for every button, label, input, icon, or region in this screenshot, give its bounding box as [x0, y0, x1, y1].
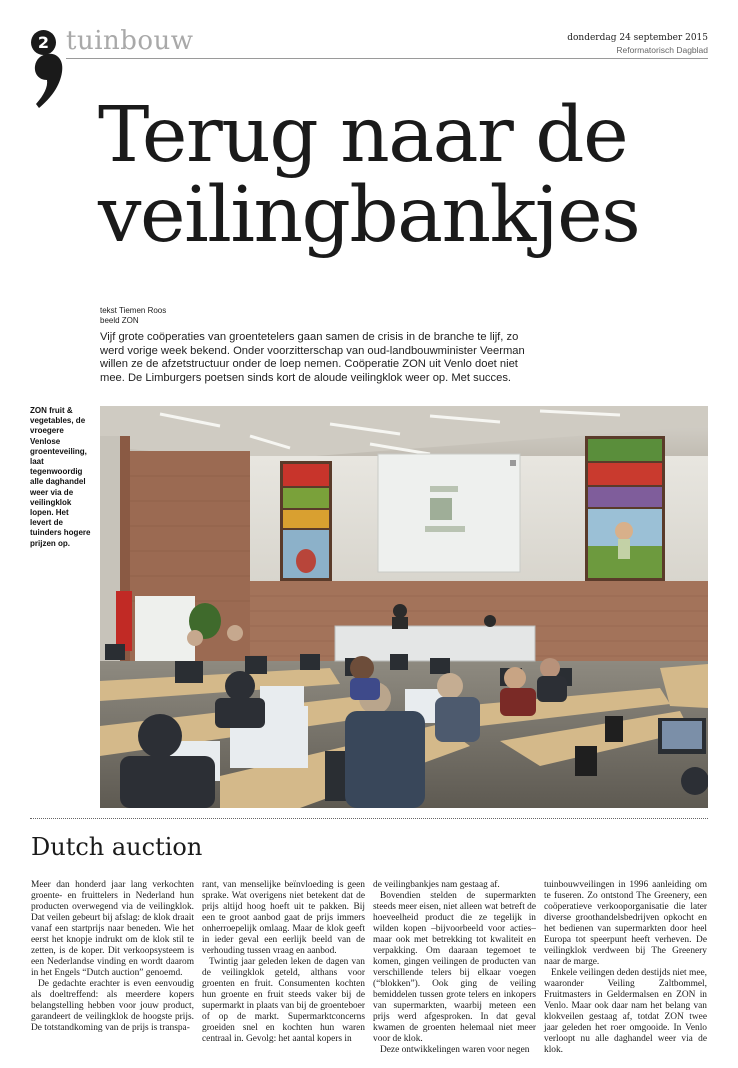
- auction-hall-photo: [100, 406, 708, 808]
- photo-caption: ZON fruit & vegetables, de vroegere Venlose groenteveiling, laat tegenwoordig alle daghandel weer via de veilingklok lopen. Het levert de tuinders hogere prijzen op.: [30, 406, 91, 548]
- section-divider: [30, 818, 708, 819]
- headline-line-2: veilingbankjes: [98, 171, 640, 260]
- paragraph: Enkele veilingen deden destijds niet mee, waaronder Veiling Zaltbommel, Fruitmasters in Geldermalsen en ZON in Venlo. Maar ook daar nam het belang van klokveilen gestaag af, totdat ZON twee jaar geleden het roer omgooide. In Venlo verloopt nu alle daghandel weer via de klok.: [544, 968, 707, 1055]
- paragraph: Meer dan honderd jaar lang verkochten groente- en fruittelers in Nederland hun producten overwegend via de veilingklok. Dat veilen gebeurt bij afslag: de klok draait vanaf een startprijs naar beneden. Wie het eerst het knopje indrukt om de klok stil te zetten, is de koper. Dit verkoopsysteem is een Nederlandse vinding en wordt daarom in het Engels “Dutch auction” genoemd.: [31, 880, 194, 978]
- comma-ornament-icon: [33, 52, 65, 110]
- paragraph: Deze ontwikkelingen waren voor negen: [380, 1045, 530, 1055]
- header-rule: [66, 58, 708, 59]
- auction-hall-illustration: [100, 406, 708, 808]
- article-intro: Vijf grote coöperaties van groentetelers gaan samen de crisis in de branche te lijf, zo werd vorige week bekend. Onder voorzitterschap van oud-landbouwminister Veerman willen ze de afzetstructuur onder de loep nemen. Coöperatie ZON uit Venlo doet niet mee. De Limburgers poetsen sinds kort de aloude veilingklok weer op. Met succes.: [100, 331, 525, 384]
- page-number-badge: 2: [31, 30, 56, 55]
- body-column-4: [544, 880, 707, 1056]
- paragraph: Bovendien stelden de supermarkten steeds meer eisen, niet alleen wat betreft de hoeveelheid product die ze tegelijk in wilden kopen –bijvoorbeeld voor acties– maar ook met betrekking tot kwaliteit en verpakking. Om daaraan tegemoet te komen, gingen veilingen de producten van verschillende telers bij elkaar voegen (“blokken”). Ook ging de veiling bemiddelen tussen grote telers en inkopers van supermarkten, waarbij meteen een prijs werd afgesproken. In dat geval kwamen de groenten helemaal niet meer voor de klok.: [373, 891, 536, 1044]
- paragraph: De gedachte erachter is even eenvoudig als doeltreffend: als meerdere kopers belangstelling hebben voor jouw product, garandeert de veilingklok de hoogste prijs. De totstandkoming van de prijs is transpa-: [31, 979, 194, 1033]
- body-column-1: [31, 880, 194, 1034]
- paragraph: tuinbouwveilingen in 1996 aanleiding om te fuseren. Zo ontstond The Greenery, een coöperatieve verkooporganisatie die later diverse groothandelsbedrijven opkocht en het bedienen van supermarkten door heel Europa tot speerpunt heeft verheven. De veilingklok verdween bij The Greenery naar de marge.: [544, 880, 707, 967]
- paragraph: Twintig jaar geleden leken de dagen van de veilingklok geteld, althans voor groenten en fruit. Consumenten kochten hun groente en fruit steeds vaker bij de supermarkt in plaats van bij de groenteboer of op de markt. Supermarktconcerns groeiden snel en kochten hun waren centraal in. Gevolg: het aantal kopers in: [202, 957, 365, 1044]
- body-column-2: [202, 880, 365, 1045]
- paragraph: de veilingbankjes nam gestaag af.: [373, 880, 500, 890]
- body-column-3: [373, 880, 536, 1056]
- issue-date: donderdag 24 september 2015: [567, 33, 708, 43]
- author-credit: tekst Tiemen Roos: [100, 306, 167, 315]
- photo-credit: beeld ZON: [100, 316, 139, 325]
- publication-name: Reformatorisch Dagblad: [616, 45, 708, 55]
- section-name: tuinbouw: [66, 26, 194, 56]
- headline-line-1: Terug naar de: [98, 91, 628, 180]
- paragraph: rant, van menselijke beïnvloeding is geen sprake. Wat overigens niet betekent dat de prijs altijd hoog hoeft uit te pakken. Bij een te groot aanbod gaat de prijs immers onherroepelijk omlaag. Maar de klok geeft in ieder geval een eerlijk beeld van de verhouding tussen vraag en aanbod.: [202, 880, 365, 956]
- headline: [98, 91, 718, 260]
- subheading: Dutch auction: [31, 833, 203, 861]
